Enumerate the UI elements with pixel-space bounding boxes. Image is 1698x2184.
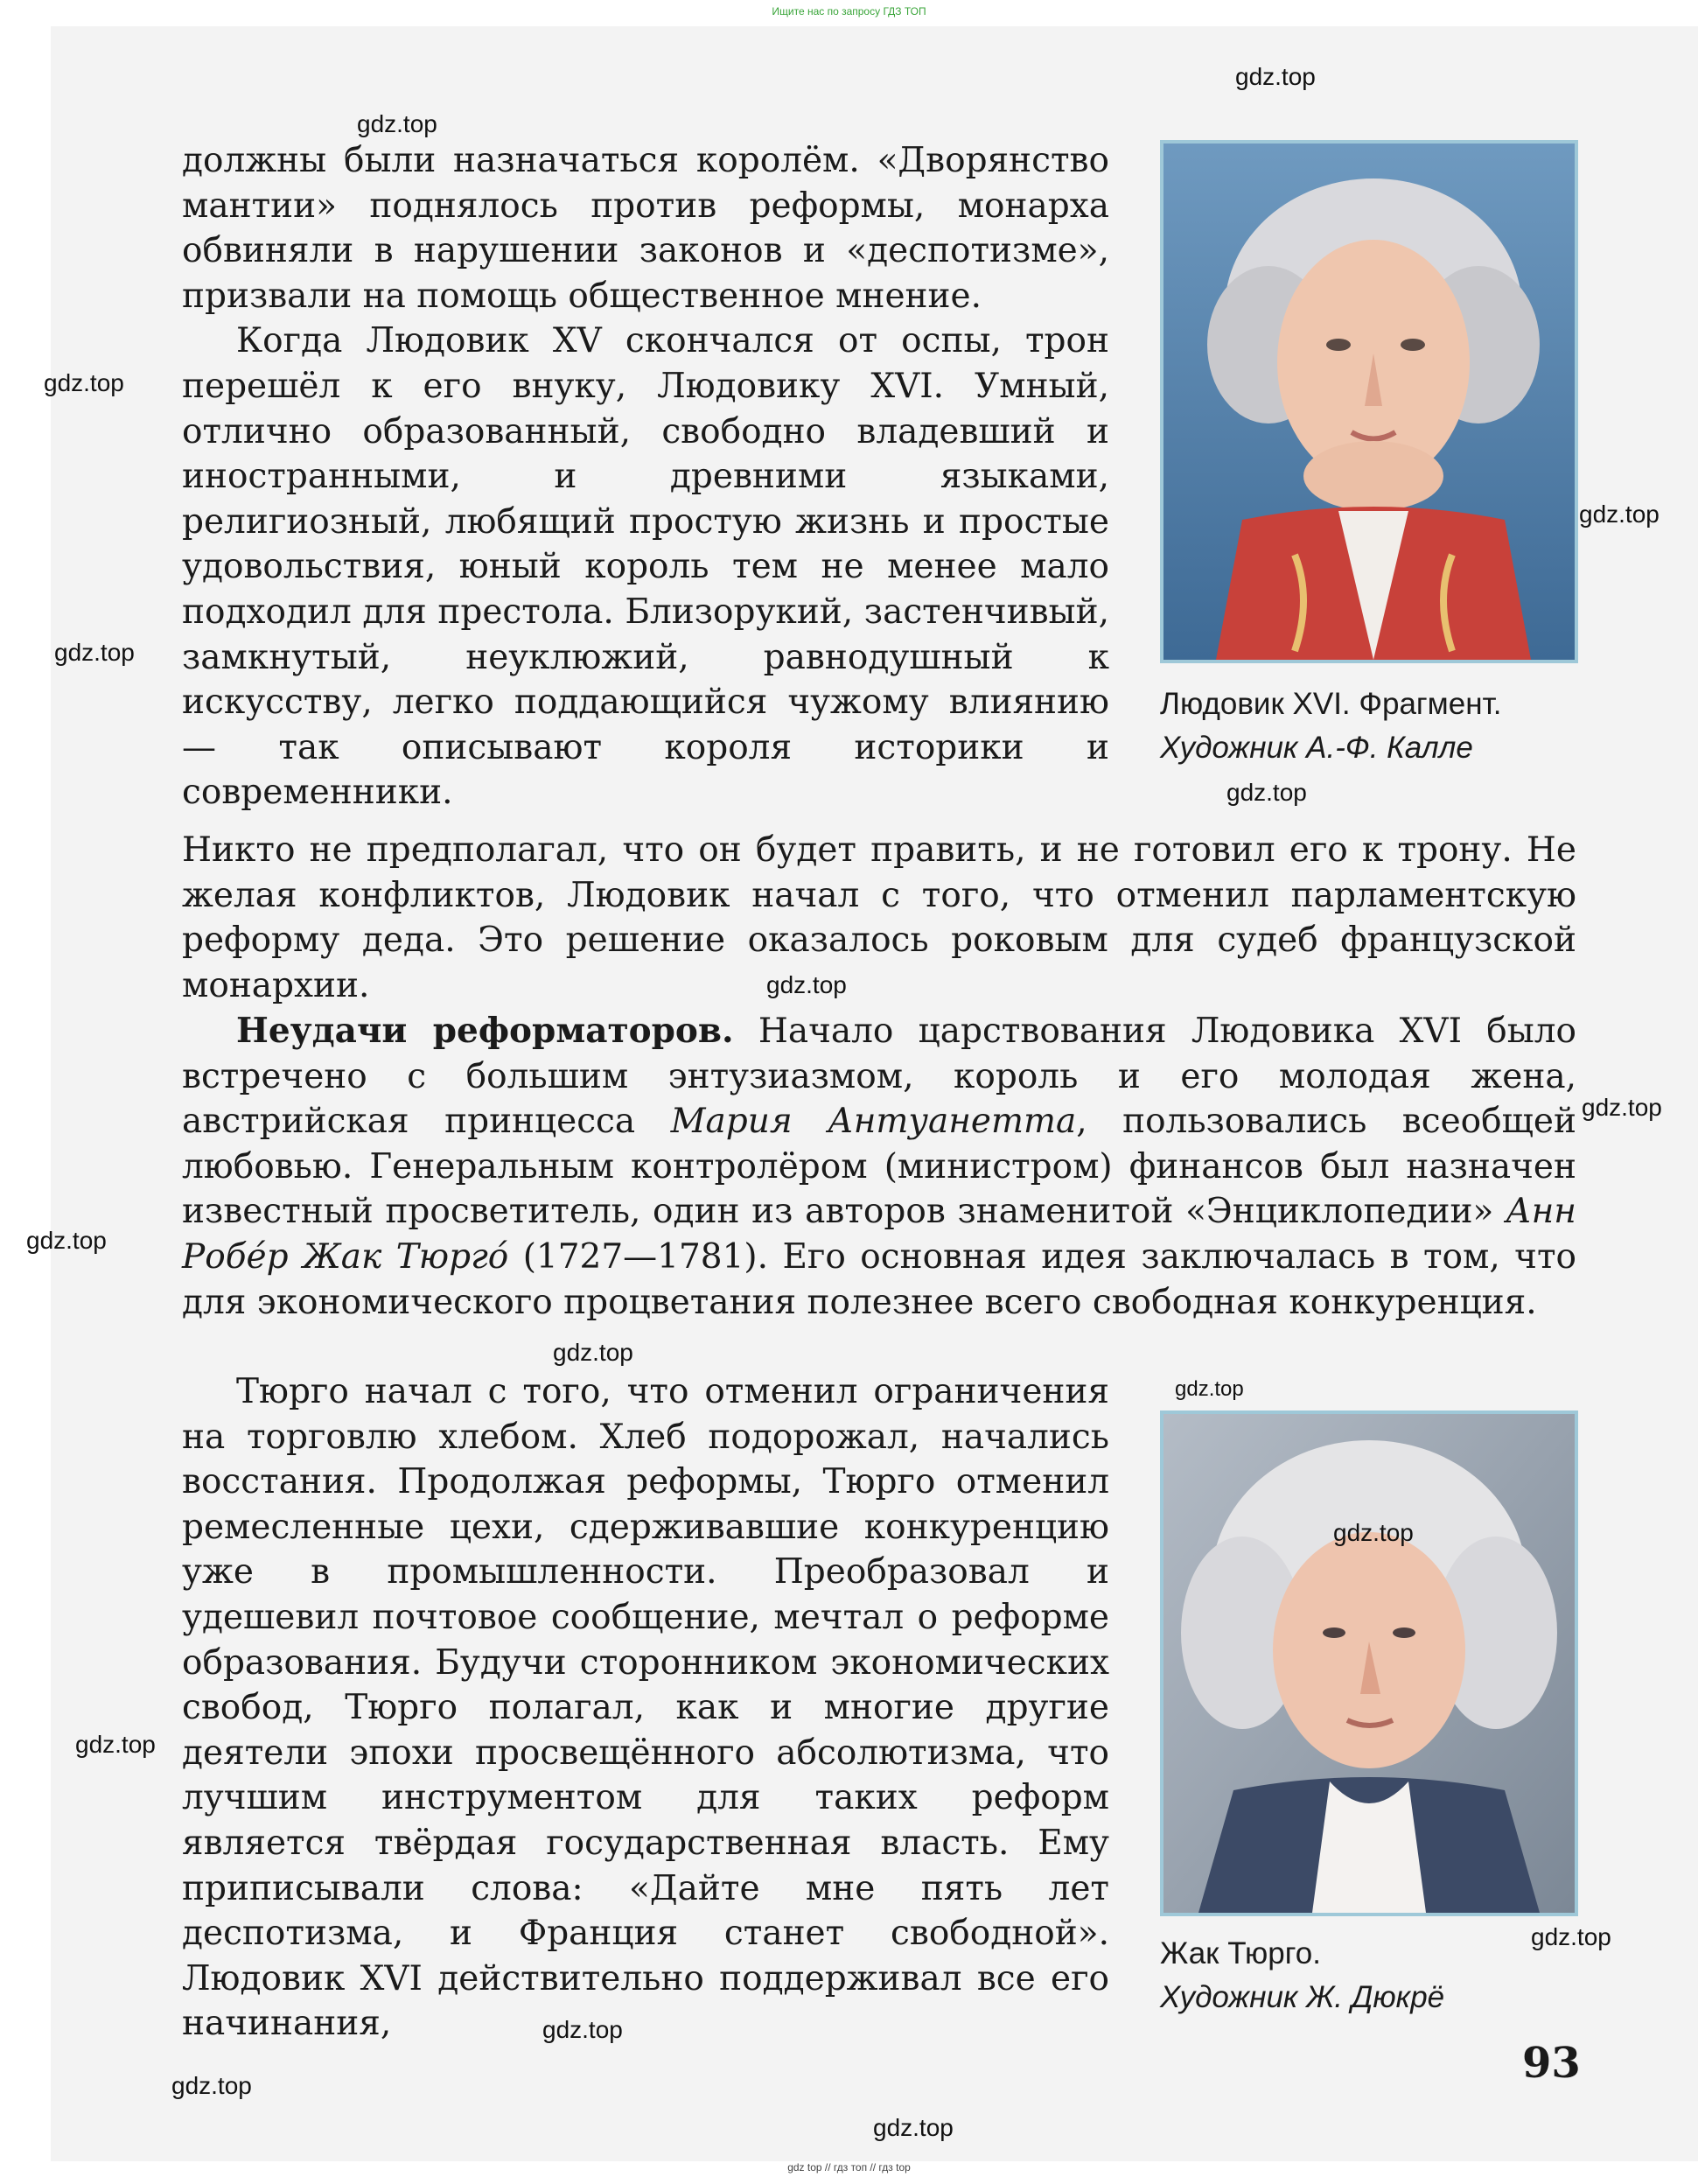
- watermark: gdz.top: [1333, 1519, 1414, 1546]
- text-full-width-1: [182, 828, 1576, 1008]
- watermark: gdz.top: [1235, 63, 1316, 90]
- paragraph-3-part-a: Начало царствования Людовика XVI было встречено с большим энтузиазмом, король и его молодая жена, австрийская принцесса: [182, 1012, 1576, 1142]
- caption-louis-xvi-title: Людовик XVI. Фрагмент.: [1160, 687, 1502, 721]
- watermark: gdz.top: [1175, 1377, 1244, 1401]
- watermark: gdz.top: [1579, 500, 1660, 528]
- text-column-bottom: [182, 1369, 1109, 2047]
- section-heading: Неудачи реформаторов.: [236, 1011, 734, 1051]
- caption-louis-xvi-artist-text: Художник А.-Ф. Калле: [1160, 731, 1473, 765]
- paragraph-3-part-c: (1727—1781). Его основная идея заключалась в том, что для экономического процветания полезнее всего свободная конкуренция.: [182, 1236, 1576, 1322]
- paragraph-1: должны были назначаться королём. «Дворянство мантии» поднялось против реформы, монарха обвиняли в нарушении законов и «деспотизме», призвали на помощь общественное мнение.: [182, 141, 1109, 316]
- watermark: gdz.top: [766, 971, 847, 998]
- caption-louis-xvi: [1160, 682, 1501, 770]
- page-number: 93: [1522, 2039, 1581, 2088]
- caption-turgot: [1160, 1932, 1444, 2020]
- caption-turgot-artist-text: Художник Ж. Дюкрё: [1160, 1980, 1445, 2014]
- watermark: gdz.top: [357, 110, 437, 137]
- watermark: gdz.top: [1582, 1094, 1662, 1121]
- portrait-louis-xvi: [1160, 140, 1578, 663]
- watermark: gdz.top: [44, 369, 124, 396]
- watermark: gdz.top: [171, 2072, 252, 2099]
- watermark: gdz.top: [553, 1339, 633, 1366]
- paragraph-3-part-b: , пользовались всеобщей любовью. Генеральным контролёром (министром) финансов был назначен известный просветитель, один из авторов знаменитой «Энциклопедии»: [182, 1102, 1576, 1232]
- name-marie-antoinette: Мария Антуанетта: [670, 1102, 1077, 1142]
- text-column-top: [182, 138, 1109, 816]
- paragraph-2: Когда Людовик XV скончался от оспы, трон перешёл к его внуку, Людовику XVI. Умный, отлично образованный, свободно владевший и иностранными, и древними языками, религиозный, любящий простую жизнь и простые удовольствия, юный король тем не менее мало подходил для престола. Близорукий, застенчивый, замкнутый, неуклюжий, равнодушный к искусству, легко поддающийся чужому влиянию — так описывают короля историки и современники.: [182, 321, 1109, 813]
- text-full-width-2: [182, 1009, 1576, 1325]
- paragraph-4: Тюрго начал с того, что отменил ограничения на торговлю хлебом. Хлеб подорожал, начались восстания. Продолжая реформы, Тюрго отменил ремесленные цехи, сдерживавшие конкуренцию уже в промышленности. Преобразовал и удешевил почтовое сообщение, мечтал о реформе образования. Будучи сторонником экономических свобод, Тюрго полагал, как и многие другие деятели эпохи просвещённого абсолютизма, что лучшим инструментом для таких реформ является твёрдая государственная власть. Ему приписывали слова: «Дайте мне пять лет деспотизма, и Франция станет свободной». Людовик XVI действительно поддерживал все его начинания,: [182, 1372, 1109, 2044]
- portrait-turgot: [1160, 1410, 1578, 1916]
- turgot-portrait-image: [1163, 1414, 1575, 1913]
- paragraph-2-continued: Никто не предполагал, что он будет править, и не готовил его к трону. Не желая конфликтов, Людовик начал с того, что отменил парламентскую реформу деда. Это решение оказалось роковым для судеб французской монархии.: [182, 830, 1576, 1005]
- louis-xvi-portrait-image: [1163, 144, 1575, 660]
- watermark: gdz.top: [873, 2114, 954, 2141]
- caption-turgot-title: Жак Тюрго.: [1160, 1936, 1321, 1970]
- header-note: Ищите нас по запросу ГДЗ ТОП: [772, 5, 926, 18]
- name-turgot: Анн Робéр Жак Тюргó: [182, 1192, 1576, 1277]
- paragraph-3: [182, 1009, 1576, 1325]
- footer-note: gdz top // гдз топ // гдз top: [787, 2161, 911, 2174]
- caption-louis-xvi-artist: [1160, 726, 1501, 770]
- watermark: gdz.top: [1531, 1923, 1611, 1950]
- watermark: gdz.top: [26, 1227, 107, 1254]
- watermark: gdz.top: [542, 2016, 623, 2043]
- watermark: gdz.top: [54, 639, 135, 666]
- caption-turgot-artist: [1160, 1976, 1444, 2020]
- watermark: gdz.top: [75, 1731, 156, 1758]
- watermark: gdz.top: [1226, 779, 1307, 806]
